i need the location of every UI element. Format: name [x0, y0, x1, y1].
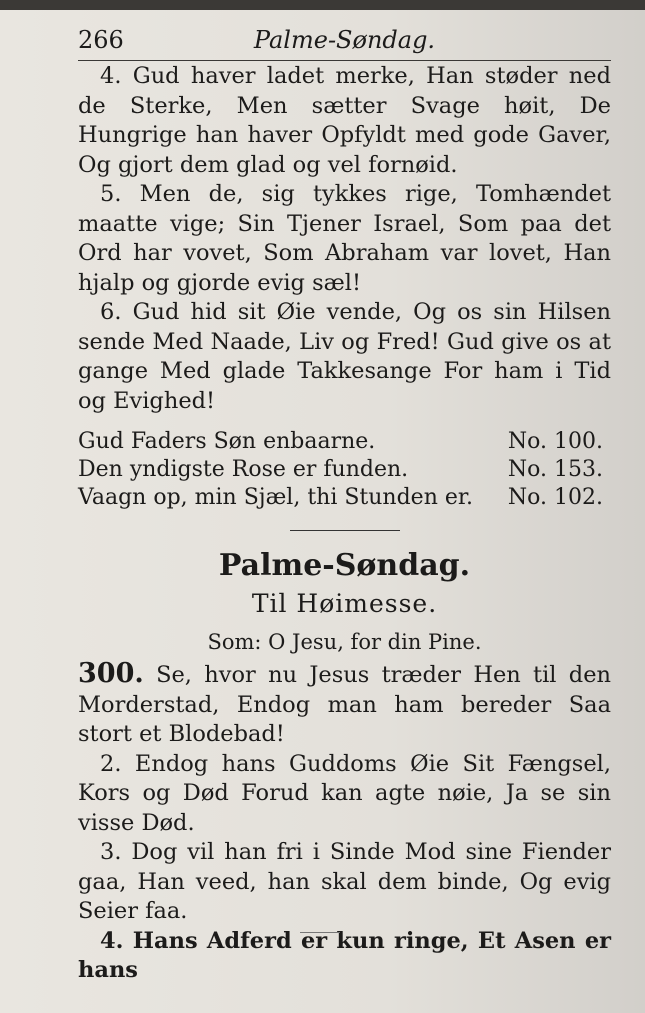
reference-row [78, 484, 611, 512]
section-title: Palme-Søndag. [218, 548, 471, 583]
reference-number: No. 100. [507, 429, 603, 454]
hymn-verse-2: 2. Endog hans Guddoms Øie Sit Fængsel, Kors og Død Forud kan agte nøie, Ja se sin visse Død. [78, 750, 611, 836]
hymn-verse-4: 4. Hans Adferd er kun ringe, Et Asen er hans [78, 927, 611, 983]
reference-title: Den yndigste Rose er funden. [78, 457, 409, 482]
bleed-through-mark [300, 932, 340, 933]
section-subtitle: Til Høimesse. [251, 589, 438, 618]
reference-number: No. 153. [507, 457, 603, 482]
page-content [78, 62, 611, 986]
hymn-number: 300. [78, 658, 144, 689]
page-number: 266 [78, 26, 124, 54]
page-header [78, 22, 611, 58]
verse-4-prev: 4. Gud haver ladet merke, Han støder ned de Sterke, Men sætter Svage høit, De Hungrige han haver Opfyldt med gode Gaver, Og gjort dem glad og vel fornøid. [78, 63, 611, 178]
header-rule [78, 60, 611, 61]
hymn-first-verse [78, 659, 611, 750]
reference-number: No. 102. [507, 485, 603, 510]
page-top-edge [0, 0, 645, 10]
reference-title: Gud Faders Søn enbaarne. [78, 429, 376, 454]
melody-line: Som: O Jesu, for din Pine. [207, 630, 482, 654]
verse-5-prev: 5. Men de, sig tykkes rige, Tomhændet maatte vige; Sin Tjener Israel, Som paa det Ord har vovet, Som Abraham var lovet, Han hjalp og gjorde evig sæl! [78, 181, 611, 296]
hymn-verse-3: 3. Dog vil han fri i Sinde Mod sine Fiender gaa, Han veed, han skal dem binde, Og evig Seier faa. [78, 839, 611, 924]
reference-title: Vaagn op, min Sjæl, thi Stunden er. [78, 485, 473, 510]
verse-6-prev: 6. Gud hid sit Øie vende, Og os sin Hilsen sende Med Naade, Liv og Fred! Gud give os at gange Med glade Takkesange For ham i Tid og Evighed! [78, 299, 611, 414]
running-title: Palme-Søndag. [253, 26, 436, 54]
reference-row [78, 428, 611, 456]
reference-row [78, 456, 611, 484]
hymn-references [78, 428, 611, 512]
hymn-first-verse-text: Se, hvor nu Jesus træder Hen til den Morderstad, Endog man ham bereder Saa stort et Blodebad! [78, 662, 612, 747]
section-divider [290, 530, 400, 531]
